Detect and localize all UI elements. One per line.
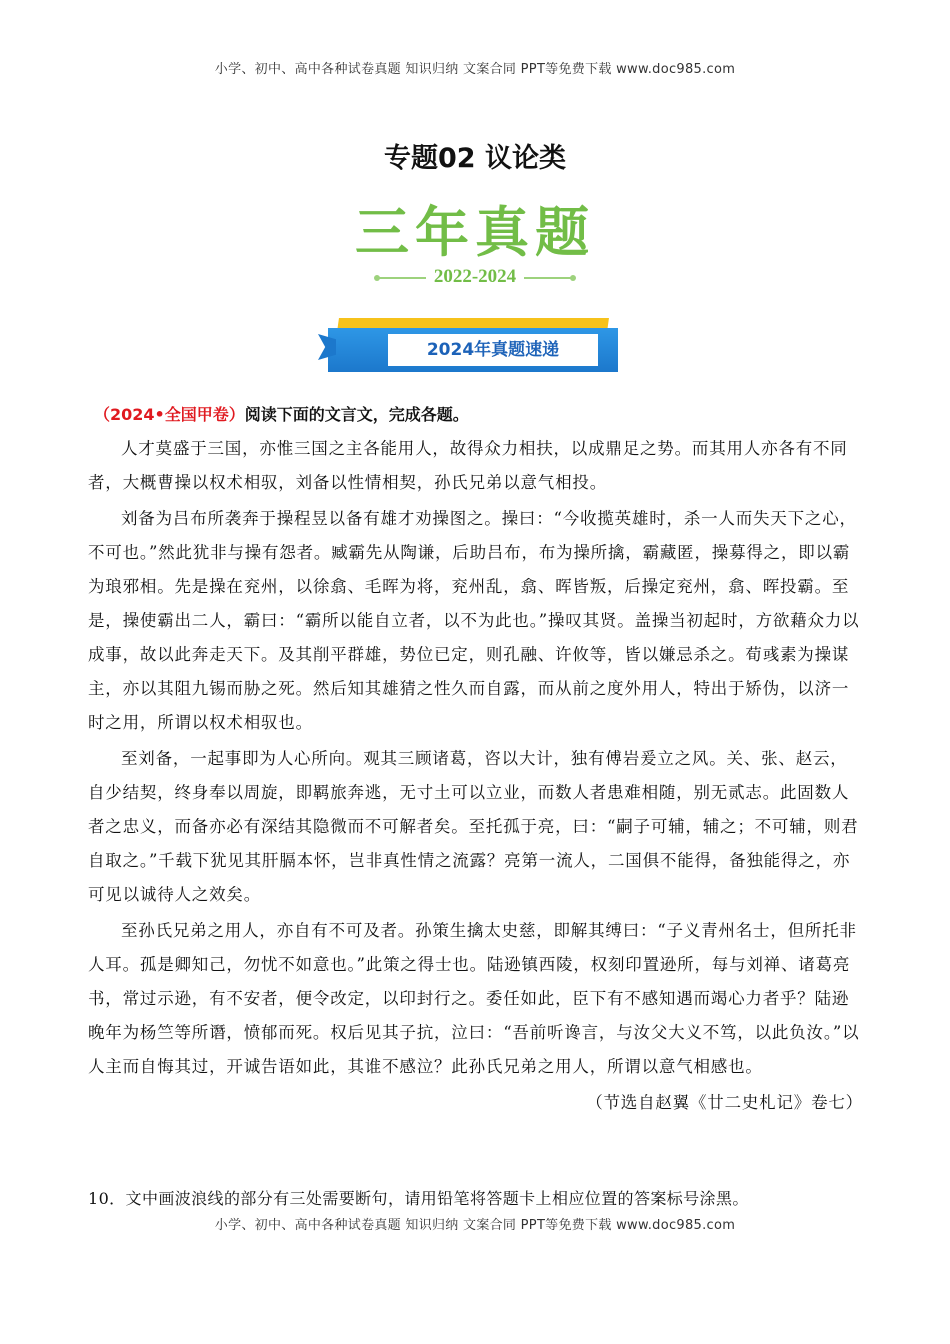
source-credit: （节选自赵翼《廿二史札记》卷七） [586,1093,863,1112]
big-title: 三年真题 [355,201,595,264]
banner-label: 2024年真题速递 [388,334,598,366]
exam-source: （2024•全国甲卷） [94,405,245,424]
classical-text [88,432,863,1122]
paragraph: 至刘备，一起事即为人心所向。观其三顾诸葛，咨以大计，独有傅岩爰立之风。关、张、赵云，自少结契，终身奉以周旋，即羁旅奔逃，无寸土可以立业，而数人者患难相随，别无贰志。此固数人者之忠义，而备亦必有深结其隐微而不可解者矣。至托孤于亮，曰：“嗣子可辅，辅之；不可辅，则君自取之。”千载下犹见其肝膈本怀，岂非真性情之流露？亮第一流人，二国俱不能得，备独能得之，亦可见以诚待人之效矣。 [88,749,859,904]
banner-body [328,328,618,372]
page-footer: 小学、初中、高中各种试卷真题 知识归纳 文案合同 PPT等免费下载 www.doc985.com [214,1218,736,1233]
question-10: 10．文中画波浪线的部分有三处需要断句，请用铅笔将答题卡上相应位置的答案标号涂黑。 [88,1189,749,1208]
section-banner [318,314,618,376]
divider-left [378,277,426,279]
paragraph: 至孙氏兄弟之用人，亦自有不可及者。孙策生擒太史慈，即解其缚曰：“子义青州名士，但所托非人耳。孤是卿知己，勿忧不如意也。”此策之得士也。陆逊镇西陵，权刻印置逊所，每与刘禅、诸葛亮书，常过示逊，有不安者，便令改定，以印封行之。委任如此，臣下有不感知遇而竭心力者乎？陆逊晚年为杨竺等所谮，愤郁而死。权后见其子抗，泣曰：“吾前听谗言，与汝父大义不笃，以此负汝。”以人主而自悔其过，开诚告语如此，其谁不感泣？此孙氏兄弟之用人，所谓以意气相感也。 [88,921,860,1076]
instruction: 阅读下面的文言文，完成各题。 [244,405,469,424]
page-title: 专题02 议论类 [384,143,566,174]
page-header: 小学、初中、高中各种试卷真题 知识归纳 文案合同 PPT等免费下载 www.doc985.com [214,62,736,77]
divider-right [524,277,572,279]
paragraph: 刘备为吕布所袭奔于操程昱以备有雄才劝操图之。操曰：“今收揽英雄时，杀一人而失天下之心，不可也。”然此犹非与操有怨者。臧霸先从陶谦，后助吕布，布为操所擒，霸藏匿，操募得之，即以霸为琅邪相。先是操在兖州，以徐翕、毛晖为将，兖州乱，翕、晖皆叛，后操定兖州，翕、晖投霸。至是，操使霸出二人，霸曰：“霸所以能自立者，以不为此也。”操叹其贤。盖操当初起时，方欲藉众力以成事，故以此奔走天下。及其削平群雄，势位已定，则孔融、许攸等，皆以嫌忌杀之。荀彧素为操谋主，亦以其阻九锡而胁之死。然后知其雄猜之性久而自露，而从前之度外用人，特出于矫伪，以济一时之用，所谓以权术相驭也。 [88,509,860,732]
paragraph: 人才莫盛于三国，亦惟三国之主各能用人，故得众力相扶，以成鼎足之势。而其用人亦各有不同者，大概曹操以权术相驭，刘备以性情相契，孙氏兄弟以意气相投。 [88,439,848,492]
question-intro [94,402,469,425]
years-text: 2022-2024 [433,266,517,287]
years-label [0,266,950,288]
